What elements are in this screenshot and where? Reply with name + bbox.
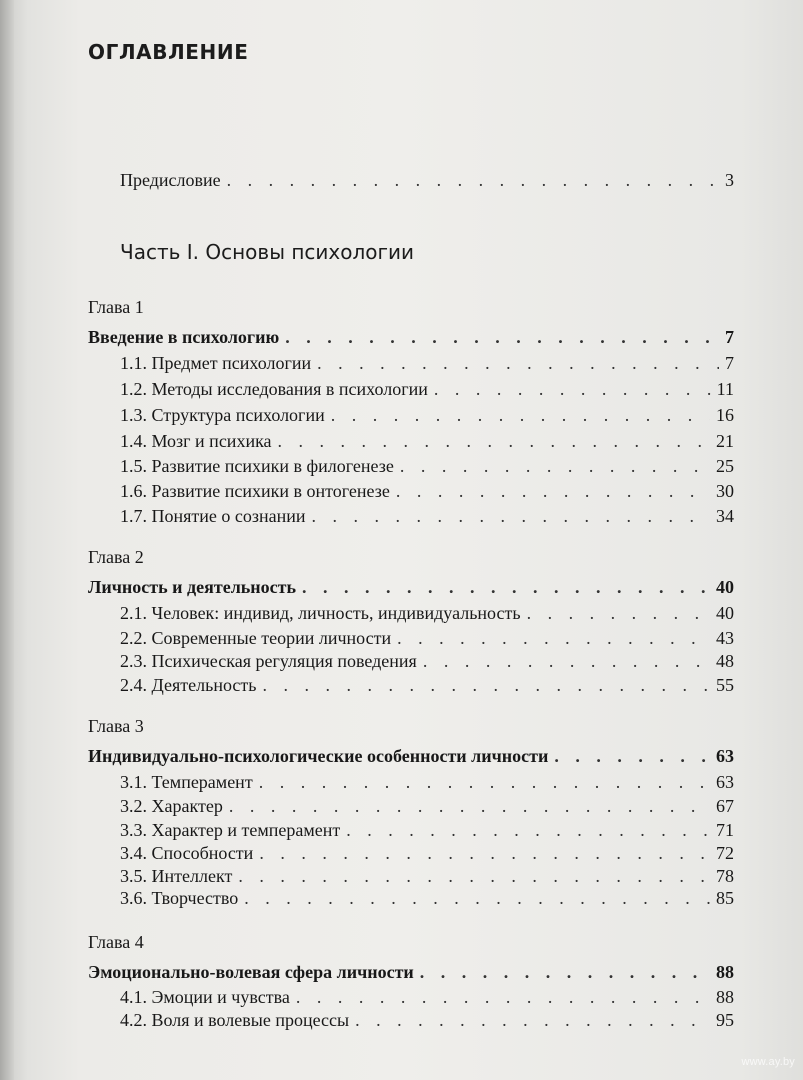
chapter-page: 40 <box>716 577 734 597</box>
toc-entry <box>120 888 734 909</box>
chapter-label: Глава 4 <box>88 932 144 952</box>
toc-entry <box>120 796 734 817</box>
toc-title: ОГЛАВЛЕНИЕ <box>88 40 249 64</box>
toc-entry <box>120 506 734 527</box>
chapter-heading <box>88 746 734 767</box>
dot-leader <box>397 628 710 649</box>
dot-leader <box>355 1010 710 1031</box>
toc-entry <box>120 866 734 887</box>
dot-leader <box>554 746 710 767</box>
dot-leader <box>527 603 710 624</box>
entry-page: 16 <box>716 405 734 425</box>
dot-leader <box>238 866 710 887</box>
chapter-page: 88 <box>716 962 734 982</box>
toc-entry <box>120 431 734 452</box>
toc-entry <box>120 675 734 696</box>
chapter-heading <box>88 577 734 598</box>
entry-page: 30 <box>716 481 734 501</box>
toc-entry <box>120 603 734 624</box>
chapter-label: Глава 3 <box>88 716 144 736</box>
entry-page: 63 <box>716 772 734 792</box>
entry-title: 3.3. Характер и темперамент <box>120 820 341 840</box>
entry-page: 3 <box>725 170 734 190</box>
entry-title: 4.1. Эмоции и чувства <box>120 987 290 1007</box>
toc-entry <box>120 353 734 374</box>
toc-entry <box>120 772 734 793</box>
toc-entry <box>120 456 734 477</box>
entry-page: 34 <box>716 506 734 526</box>
dot-leader <box>227 170 719 191</box>
dot-leader <box>259 843 710 864</box>
page-binding-edge <box>0 0 14 1080</box>
toc-entry <box>120 1010 734 1031</box>
entry-page: 72 <box>716 843 734 863</box>
entry-title: 3.2. Характер <box>120 796 223 816</box>
dot-leader <box>312 506 710 527</box>
entry-page: 78 <box>716 866 734 886</box>
entry-title: 1.2. Методы исследования в психологии <box>120 379 428 399</box>
dot-leader <box>229 796 710 817</box>
entry-page: 48 <box>716 651 734 671</box>
entry-title: 1.4. Мозг и психика <box>120 431 272 451</box>
dot-leader <box>302 577 710 598</box>
dot-leader <box>346 820 710 841</box>
chapter-label: Глава 1 <box>88 297 144 317</box>
dot-leader <box>317 353 719 374</box>
chapter-heading <box>88 962 734 983</box>
entry-page: 55 <box>716 675 734 695</box>
toc-entry <box>120 651 734 672</box>
dot-leader <box>400 456 710 477</box>
entry-page: 88 <box>716 987 734 1007</box>
entry-page: 43 <box>716 628 734 648</box>
toc-entry-preface <box>120 170 734 191</box>
watermark: www.ay.by <box>741 1056 795 1068</box>
chapter-page: 7 <box>725 327 734 347</box>
entry-page: 21 <box>716 431 734 451</box>
entry-title: 1.5. Развитие психики в филогенезе <box>120 456 394 476</box>
dot-leader <box>396 481 710 502</box>
dot-leader <box>259 772 710 793</box>
dot-leader <box>285 327 719 348</box>
chapter-title: Личность и деятельность <box>88 577 297 597</box>
entry-page: 7 <box>725 353 734 373</box>
entry-page: 67 <box>716 796 734 816</box>
chapter-page: 63 <box>716 746 734 766</box>
chapter-title: Индивидуально-психологические особенности личности <box>88 746 549 766</box>
chapter-label: Глава 2 <box>88 547 144 567</box>
toc-entry <box>120 628 734 649</box>
entry-title: 2.1. Человек: индивид, личность, индивидуальность <box>120 603 521 623</box>
entry-page: 25 <box>716 456 734 476</box>
dot-leader <box>262 675 710 696</box>
toc-entry <box>120 987 734 1008</box>
entry-title: 2.4. Деятельность <box>120 675 257 695</box>
chapter-heading <box>88 327 734 348</box>
toc-entry <box>120 843 734 864</box>
entry-title: 3.1. Темперамент <box>120 772 253 792</box>
entry-title: 4.2. Воля и волевые процессы <box>120 1010 350 1030</box>
dot-leader <box>331 405 710 426</box>
entry-title: 3.5. Интеллект <box>120 866 233 886</box>
entry-page: 85 <box>716 888 734 908</box>
toc-entry <box>120 379 734 400</box>
dot-leader <box>423 651 710 672</box>
entry-title: 1.3. Структура психологии <box>120 405 325 425</box>
entry-page: 95 <box>716 1010 734 1030</box>
dot-leader <box>296 987 710 1008</box>
entry-title: 3.4. Способности <box>120 843 254 863</box>
entry-title: 1.6. Развитие психики в онтогенезе <box>120 481 390 501</box>
entry-title: Предисловие <box>120 170 221 190</box>
toc-entry <box>120 481 734 502</box>
dot-leader <box>278 431 710 452</box>
chapter-title: Введение в психологию <box>88 327 280 347</box>
dot-leader <box>434 379 711 400</box>
toc-entry <box>120 405 734 426</box>
entry-title: 2.3. Психическая регуляция поведения <box>120 651 417 671</box>
entry-title: 1.7. Понятие о сознании <box>120 506 306 526</box>
part-title: Часть I. Основы психологии <box>120 240 415 264</box>
toc-entry <box>120 820 734 841</box>
entry-page: 40 <box>716 603 734 623</box>
entry-title: 3.6. Творчество <box>120 888 239 908</box>
dot-leader <box>420 962 710 983</box>
chapter-title: Эмоционально-волевая сфера личности <box>88 962 414 982</box>
entry-page: 71 <box>716 820 734 840</box>
entry-page: 11 <box>716 379 734 399</box>
entry-title: 2.2. Современные теории личности <box>120 628 392 648</box>
entry-title: 1.1. Предмет психологии <box>120 353 312 373</box>
dot-leader <box>244 888 710 909</box>
